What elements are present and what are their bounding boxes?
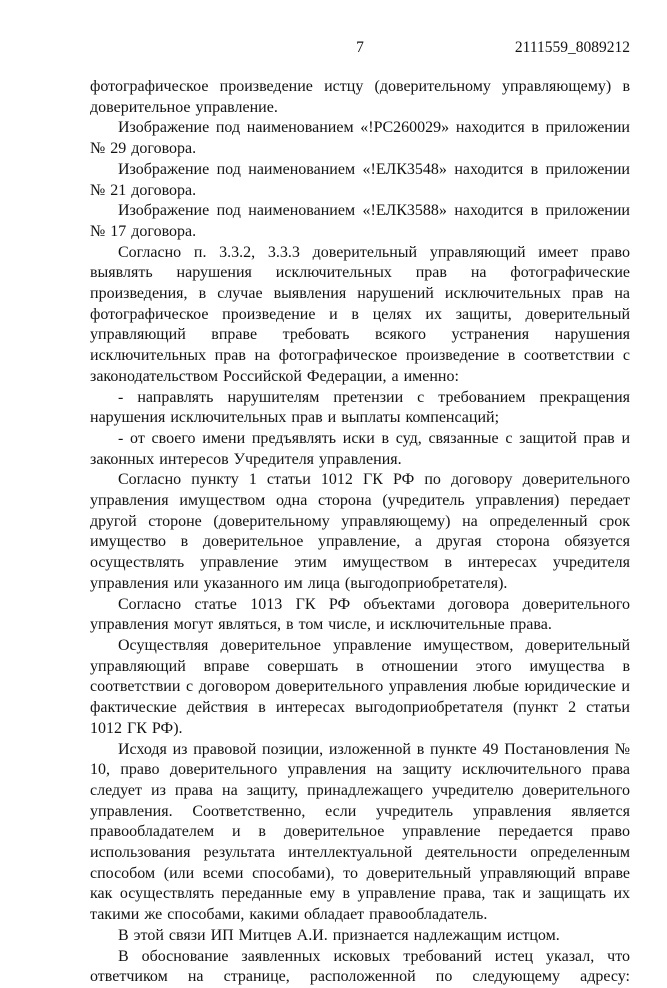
body-paragraph: Исходя из правовой позиции, изложенной в пункте 49 Постановления № 10, право доверительного управления на защиту исключительного права следует из права на защиту, принадлежащего учредителю доверительного управления. Соответственно, если учредитель управления является правообладателем и в доверительное управление передается право использования результата интеллектуальной деятельности определенным способом (или всеми способами), то доверительный управляющий вправе как осуществлять переданные ему в управление права, так и защищать их такими же способами, какими обладает правообладатель. bbox=[90, 740, 630, 924]
body-paragraph: - от своего имени предъявлять иски в суд, связанные с защитой прав и законных интересов Учредителя управления. bbox=[90, 429, 630, 468]
body-paragraph: Изображение под наименованием «!PC260029» находится в приложении № 29 договора. bbox=[90, 119, 630, 158]
page-header bbox=[90, 38, 630, 58]
body-paragraph: Согласно пункту 1 статьи 1012 ГК РФ по договору доверительного управления имуществом одна сторона (учредитель управления) передает другой стороне (доверительному управляющему) на определенный срок имущество в доверительное управление, а другая сторона обязуется осуществлять управление этим имуществом в интересах учредителя управления или указанного им лица (выгодоприобретателя). bbox=[90, 471, 630, 592]
body-paragraph: Согласно п. 3.3.2, 3.3.3 доверительный управляющий имеет право выявлять нарушения исключительных прав на фотографические произведения, в случае выявления нарушений исключительных прав на фотографическое произведение и в целях их защиты, доверительный управляющий вправе требовать всякого устранения нарушения исключительных прав на фотографическое произведение в соответствии с законодательством Российской Федерации, а именно: bbox=[90, 243, 630, 385]
body-paragraph: Осуществляя доверительное управление имуществом, доверительный управляющий вправе совершать в отношении этого имущества в соответствии с договором доверительного управления любые юридические и фактические действия в интересах выгодоприобретателя (пункт 2 статьи 1012 ГК РФ). bbox=[90, 636, 630, 737]
body-paragraph: Согласно статье 1013 ГК РФ объектами договора доверительного управления могут являться, в том числе, и исключительные права. bbox=[90, 595, 630, 634]
body-paragraph: Изображение под наименованием «!ЕЛК3548» находится в приложении № 21 договора. bbox=[90, 160, 630, 199]
body-paragraph: В обоснование заявленных исковых требований истец указал, что ответчиком на странице, расположенной по следующему адресу: bbox=[90, 947, 630, 986]
document-number: 2111559_8089212 bbox=[514, 39, 630, 56]
document-body bbox=[90, 77, 630, 988]
body-paragraph: В этой связи ИП Митцев А.И. признается надлежащим истцом. bbox=[118, 926, 560, 944]
page-number: 7 bbox=[356, 39, 364, 56]
body-paragraph: фотографическое произведение истцу (доверительному управляющему) в доверительное управление. bbox=[90, 78, 630, 116]
body-paragraph: - направлять нарушителям претензии с требованием прекращения нарушения исключительных прав и выплаты компенсаций; bbox=[90, 388, 630, 427]
body-paragraph: Изображение под наименованием «!ЕЛК3588» находится в приложении № 17 договора. bbox=[90, 202, 630, 240]
text-block bbox=[90, 38, 630, 988]
